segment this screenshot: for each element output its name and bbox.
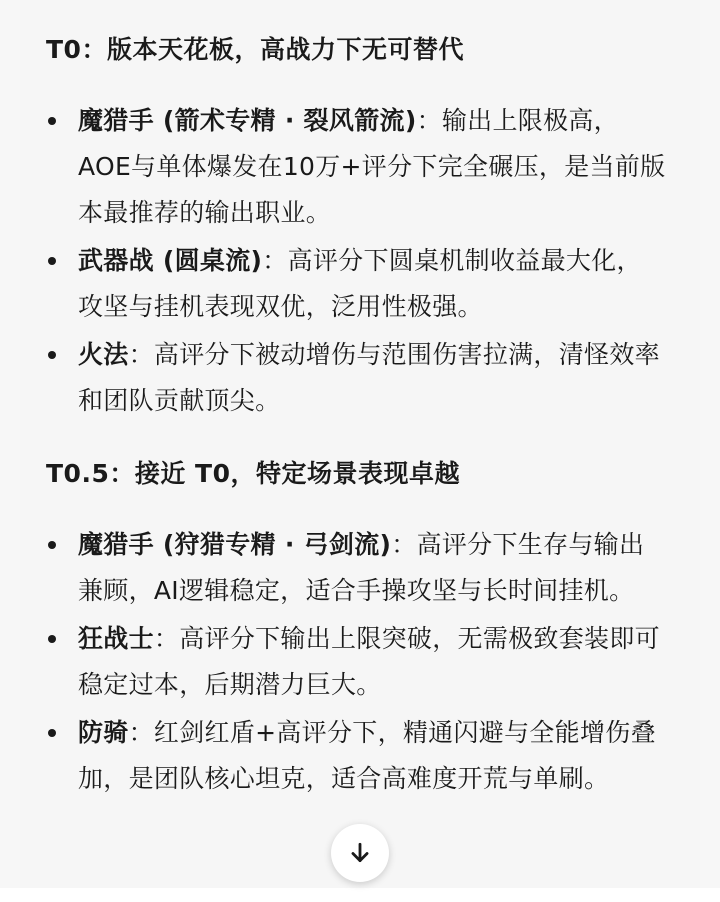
item-description: 输出上限极高，AOE与单体爆发在10万+评分下完全碾压，是当前版本最推荐的输出职业。 bbox=[78, 106, 666, 227]
tier-list-t0-5 bbox=[46, 522, 666, 802]
bullet-icon bbox=[48, 351, 56, 359]
item-name: 防骑 bbox=[78, 718, 129, 747]
item-name: 武器战 (圆桌流) bbox=[78, 246, 263, 275]
bullet-icon bbox=[48, 635, 56, 643]
list-item bbox=[46, 332, 666, 424]
list-item bbox=[46, 98, 666, 236]
item-description: 高评分下被动增伤与范围伤害拉满，清怪效率和团队贡献顶尖。 bbox=[78, 340, 660, 415]
bullet-icon bbox=[48, 729, 56, 737]
tier-heading-t0-5: T0.5：接近 T0，特定场景表现卓越 bbox=[46, 459, 460, 488]
item-separator: ： bbox=[153, 624, 180, 653]
list-item bbox=[46, 238, 666, 330]
tier-heading-t0: T0：版本天花板，高战力下无可替代 bbox=[46, 35, 464, 64]
item-separator: ： bbox=[391, 530, 417, 559]
item-separator: ： bbox=[128, 718, 154, 747]
item-name: 火法 bbox=[78, 340, 129, 369]
item-description: 红剑红盾+高评分下，精通闪避与全能增伤叠加，是团队核心坦克，适合高难度开荒与单刷。 bbox=[78, 718, 656, 793]
tier-list-t0 bbox=[46, 98, 666, 424]
item-separator: ： bbox=[262, 246, 288, 275]
list-item bbox=[46, 710, 666, 802]
list-item bbox=[46, 616, 666, 708]
item-name: 狂战士 bbox=[78, 624, 154, 653]
item-separator: ： bbox=[416, 106, 442, 135]
bullet-icon bbox=[48, 541, 56, 549]
bottom-strip bbox=[0, 888, 720, 902]
item-name: 魔猎手 (狩猎专精 · 弓剑流) bbox=[78, 530, 392, 559]
item-name: 魔猎手 (箭术专精 · 裂风箭流) bbox=[78, 106, 417, 135]
bullet-icon bbox=[48, 117, 56, 125]
bullet-icon bbox=[48, 257, 56, 265]
item-separator: ： bbox=[128, 340, 154, 369]
arrow-down-icon bbox=[347, 840, 373, 866]
item-description: 高评分下圆桌机制收益最大化，攻坚与挂机表现双优，泛用性极强。 bbox=[78, 246, 642, 321]
list-item bbox=[46, 522, 666, 614]
item-description: 高评分下输出上限突破，无需极致套装即可稳定过本，后期潜力巨大。 bbox=[78, 624, 660, 699]
item-description: 高评分下生存与输出兼顾，AI逻辑稳定，适合手操攻坚与长时间挂机。 bbox=[78, 530, 645, 605]
scroll-to-bottom-button[interactable] bbox=[331, 824, 389, 882]
message-content bbox=[46, 28, 666, 804]
